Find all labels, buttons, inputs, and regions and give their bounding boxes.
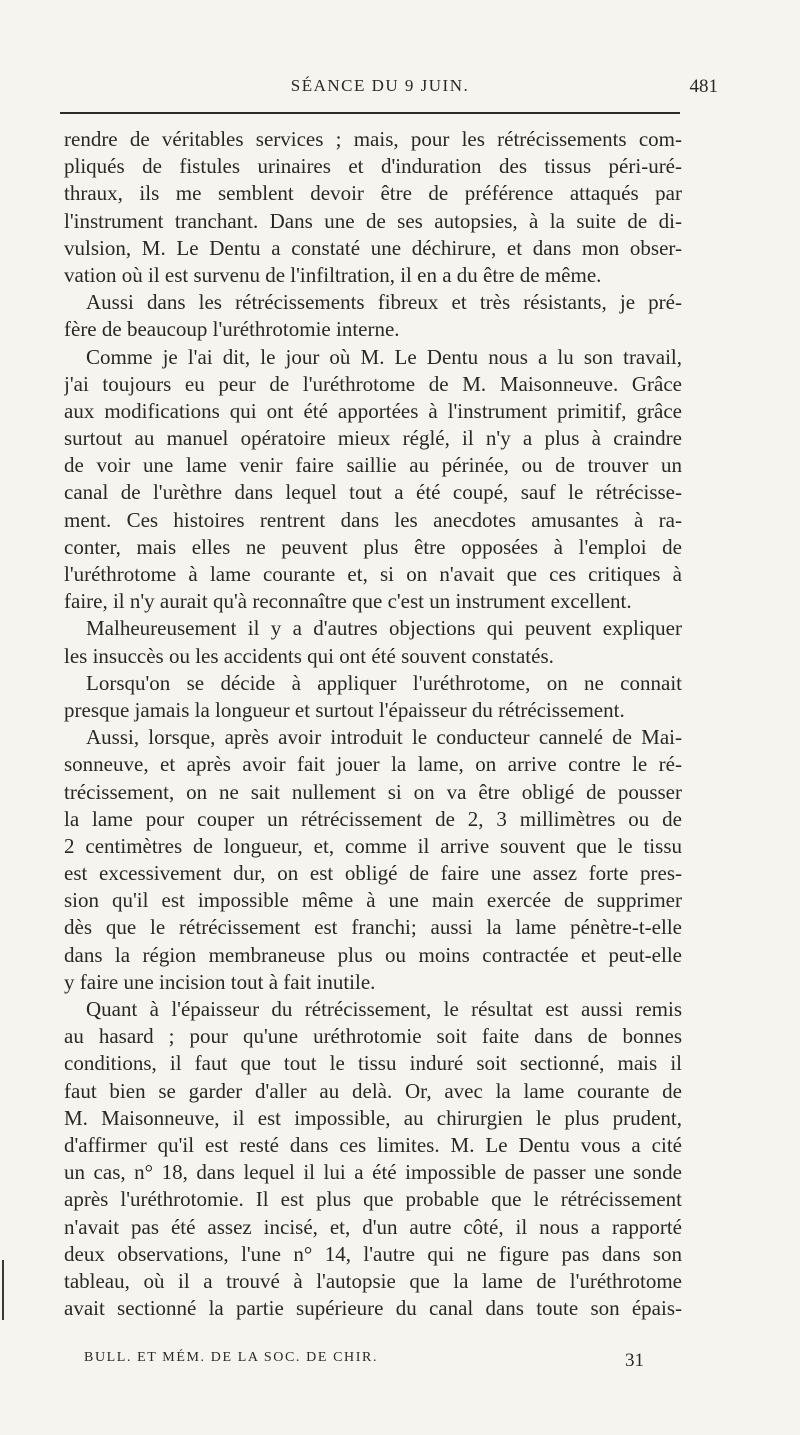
- scan-edge-mark: [2, 1260, 4, 1320]
- text-line: sonneuve, et après avoir fait jouer la lame, on arrive contre le ré-: [64, 752, 682, 777]
- text-line: thraux, ils me semblent devoir être de préférence attaqués par: [64, 181, 682, 206]
- text-line: Aussi, lorsque, après avoir introduit le conducteur cannelé de Mai-: [86, 725, 682, 750]
- body-text: [64, 126, 682, 1322]
- text-line: conditions, il faut que tout le tissu induré soit sectionné, mais il: [64, 1051, 682, 1076]
- text-line: au hasard ; pour qu'une uréthrotomie soit faite dans de bonnes: [64, 1024, 682, 1049]
- text-line: deux observations, l'une n° 14, l'autre qui ne figure pas dans son: [64, 1241, 682, 1266]
- text-line: de voir une lame venir faire saillie au périnée, ou de trouver un: [64, 453, 682, 478]
- text-line: vulsion, M. Le Dentu a constaté une déchirure, et dans mon obser-: [64, 235, 682, 260]
- text-line: avait sectionné la partie supérieure du canal dans toute son épais-: [64, 1296, 682, 1321]
- text-line: j'ai toujours eu peur de l'uréthrotome de M. Maisonneuve. Grâce: [64, 371, 682, 396]
- text-line: vation où il est survenu de l'infiltration, il en a du être de même.: [64, 262, 602, 287]
- text-line: sion qu'il est impossible même à une main exercée de supprimer: [64, 888, 682, 913]
- text-line: Lorsqu'on se décide à appliquer l'uréthrotome, on ne connait: [86, 670, 682, 695]
- text-line: canal de l'urèthre dans lequel tout a été coupé, sauf le rétrécisse-: [64, 480, 682, 505]
- text-line: trécissement, on ne sait nullement si on va être obligé de pousser: [64, 779, 682, 804]
- text-line: l'instrument tranchant. Dans une de ses autopsies, à la suite de di-: [64, 208, 682, 233]
- text-line: est excessivement dur, on est obligé de faire une assez forte pres-: [64, 861, 682, 886]
- text-line: les insuccès ou les accidents qui ont été souvent constatés.: [64, 643, 554, 668]
- text-line: d'affirmer qu'il est resté dans ces limites. M. Le Dentu vous a cité: [64, 1132, 682, 1157]
- text-line: aux modifications qui ont été apportées à l'instrument primitif, grâce: [64, 398, 682, 423]
- text-line: Malheureusement il y a d'autres objections qui peuvent expliquer: [86, 616, 682, 641]
- text-line: ment. Ces histoires rentrent dans les anecdotes amusantes à ra-: [64, 507, 682, 532]
- text-line: un cas, n° 18, dans lequel il lui a été impossible de passer une sonde: [64, 1160, 682, 1185]
- text-line: après l'uréthrotomie. Il est plus que probable que le rétrécissement: [64, 1187, 682, 1212]
- page-footer: [84, 1350, 644, 1376]
- text-line: Comme je l'ai dit, le jour où M. Le Dentu nous a lu son travail,: [86, 344, 682, 369]
- signature-number: 31: [625, 1350, 644, 1371]
- text-line: pliqués de fistules urinaires et d'induration des tissus péri-uré-: [64, 154, 682, 179]
- text-line: dans la région membraneuse plus ou moins contractée et peut-elle: [64, 942, 682, 967]
- text-line: faire, il n'y aurait qu'à reconnaître que c'est un instrument excellent.: [64, 589, 632, 614]
- journal-signature: BULL. ET MÉM. DE LA SOC. DE CHIR.: [84, 1350, 379, 1365]
- header-title: SÉANCE DU 9 JUIN.: [290, 76, 470, 95]
- text-line: dès que le rétrécissement est franchi; aussi la lame pénètre-t-elle: [64, 915, 682, 940]
- text-line: n'avait pas été assez incisé, et, d'un autre côté, il nous a rapporté: [64, 1214, 682, 1239]
- page-number: 481: [689, 76, 718, 97]
- text-line: Quant à l'épaisseur du rétrécissement, le résultat est aussi remis: [86, 997, 682, 1021]
- text-line: faut bien se garder d'aller au delà. Or, avec la lame courante de: [64, 1078, 682, 1103]
- text-line: tableau, où il a trouvé à l'autopsie que la lame de l'uréthrotome: [64, 1268, 682, 1293]
- text-line: M. Maisonneuve, il est impossible, au chirurgien le plus prudent,: [64, 1105, 682, 1130]
- text-line: Aussi dans les rétrécissements fibreux et très résistants, je pré-: [86, 290, 682, 315]
- text-line: rendre de véritables services ; mais, pour les rétrécissements com-: [64, 127, 682, 151]
- text-line: conter, mais elles ne peuvent plus être opposées à l'emploi de: [64, 534, 682, 559]
- text-line: surtout au manuel opératoire mieux réglé, il n'y a plus à craindre: [64, 426, 682, 451]
- running-header: [40, 76, 720, 102]
- text-line: 2 centimètres de longueur, et, comme il arrive souvent que le tissu: [64, 833, 682, 858]
- text-line: la lame pour couper un rétrécissement de 2, 3 millimètres ou de: [64, 806, 682, 831]
- text-line: fère de beaucoup l'uréthrotomie interne.: [64, 317, 400, 342]
- header-rule: [60, 112, 680, 114]
- text-line: presque jamais la longueur et surtout l'épaisseur du rétrécissement.: [64, 697, 625, 722]
- text-line: l'uréthrotome à lame courante et, si on n'avait que ces critiques à: [64, 562, 682, 586]
- text-line: y faire une incision tout à fait inutile.: [64, 969, 376, 994]
